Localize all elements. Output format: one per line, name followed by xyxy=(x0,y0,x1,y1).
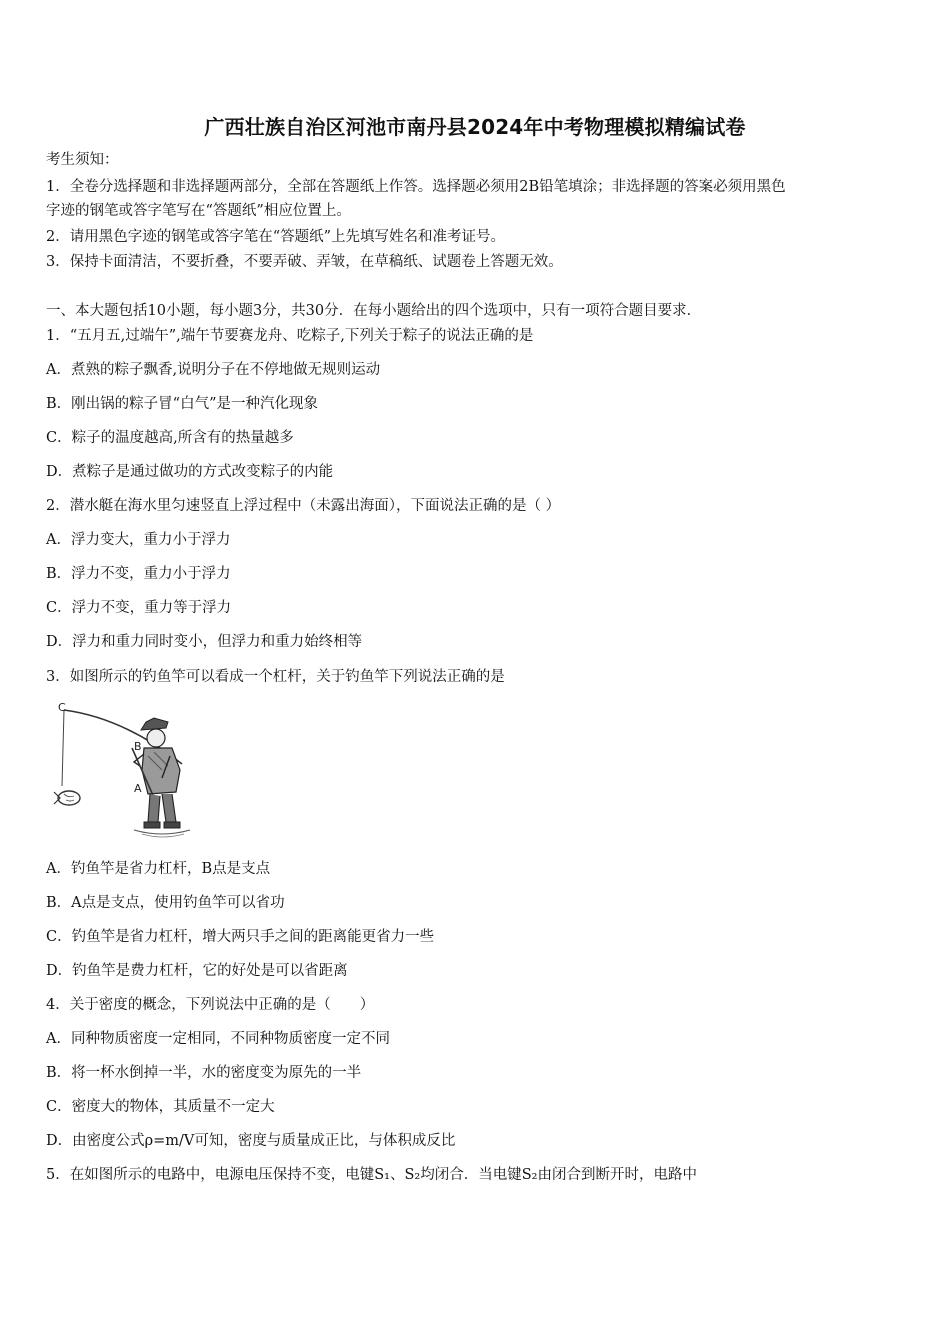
question-stem: 3．如图所示的钓鱼竿可以看成一个杠杆，关于钓鱼竿下列说法正确的是 xyxy=(46,669,505,685)
option-b: B．A点是支点，使用钓鱼竿可以省功 xyxy=(46,895,285,911)
section-heading: 一、本大题包括10小题，每小题3分，共30分．在每小题给出的四个选项中，只有一项符合题目要求． xyxy=(46,303,702,319)
option-d: D．由密度公式ρ=m/V可知，密度与质量成正比，与体积成反比 xyxy=(46,1133,456,1149)
option-c: C．密度大的物体，其质量不一定大 xyxy=(46,1099,275,1115)
option-c: C．粽子的温度越高,所含有的热量越多 xyxy=(46,430,294,446)
figure-label-c: C xyxy=(58,701,66,714)
option-b: B．浮力不变，重力小于浮力 xyxy=(46,566,231,582)
option-b: B．刚出锅的粽子冒“白气”是一种汽化现象 xyxy=(46,396,318,412)
notice-item: 2．请用黑色字迹的钢笔或答字笔在“答题纸”上先填写姓名和准考证号。 xyxy=(46,229,506,245)
option-a: A．钓鱼竿是省力杠杆，B点是支点 xyxy=(46,861,271,877)
fishing-rod-figure xyxy=(44,700,194,840)
notice-item: 字迹的钢笔或答字笔写在“答题纸”相应位置上。 xyxy=(46,203,351,219)
figure-label-a: A xyxy=(134,782,142,795)
option-c: C．钓鱼竿是省力杠杆，增大两只手之间的距离能更省力一些 xyxy=(46,929,435,945)
notice-item: 3．保持卡面清洁，不要折叠，不要弄破、弄皱，在草稿纸、试题卷上答题无效。 xyxy=(46,254,563,270)
option-d: D．钓鱼竿是费力杠杆，它的好处是可以省距离 xyxy=(46,963,348,979)
option-b: B．将一杯水倒掉一半，水的密度变为原先的一半 xyxy=(46,1065,362,1081)
option-a: A．浮力变大，重力小于浮力 xyxy=(46,532,231,548)
notice-heading: 考生须知： xyxy=(46,152,119,168)
question-stem: 5．在如图所示的电路中，电源电压保持不变，电键S₁、S₂均闭合．当电键S₂由闭合到断开时，电路中 xyxy=(46,1167,697,1183)
notice-item: 1．全卷分选择题和非选择题两部分，全部在答题纸上作答。选择题必须用2B铅笔填涂；非选择题的答案必须用黑色 xyxy=(46,179,786,195)
page-title: 广西壮族自治区河池市南丹县2024年中考物理模拟精编试卷 xyxy=(204,115,746,139)
option-c: C．浮力不变，重力等于浮力 xyxy=(46,600,232,616)
option-d: D．浮力和重力同时变小，但浮力和重力始终相等 xyxy=(46,634,363,650)
option-a: A．煮熟的粽子飘香,说明分子在不停地做无规则运动 xyxy=(46,362,381,378)
figure-label-b: B xyxy=(134,740,142,753)
option-d: D．煮粽子是通过做功的方式改变粽子的内能 xyxy=(46,464,334,480)
option-a: A．同种物质密度一定相同，不同种物质密度一定不同 xyxy=(46,1031,390,1047)
question-stem: 2．潜水艇在海水里匀速竖直上浮过程中（未露出海面），下面说法正确的是（ ） xyxy=(46,498,561,514)
question-stem: 1．“五月五,过端午”,端午节要赛龙舟、吃粽子,下列关于粽子的说法正确的是 xyxy=(46,328,534,344)
question-stem: 4．关于密度的概念，下列说法中正确的是（ ） xyxy=(46,997,375,1013)
